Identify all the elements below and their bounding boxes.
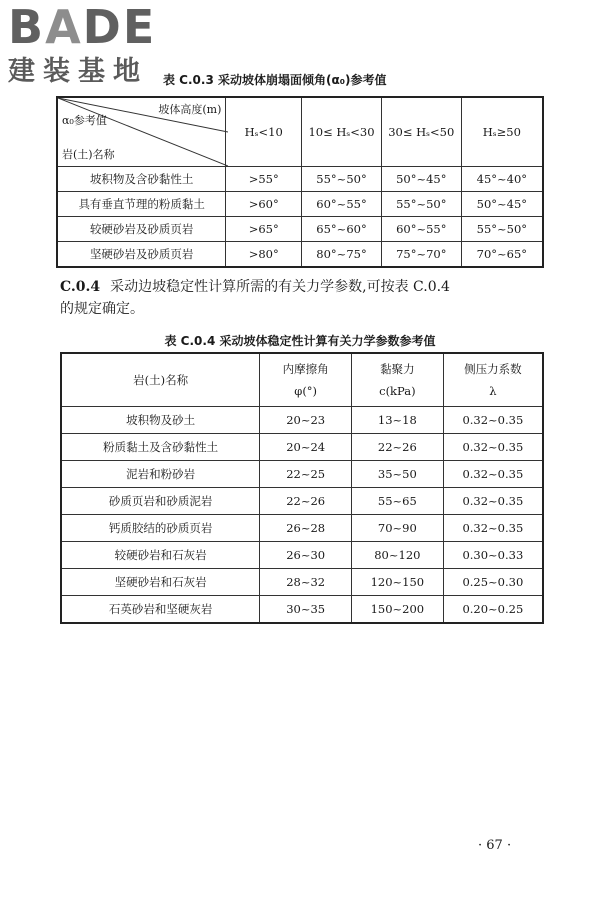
table-row	[57, 167, 543, 192]
table1-caption: 表 C.0.3 采动坡体崩塌面倾角(α₀)参考值	[163, 73, 387, 87]
cell: 70°~65°	[461, 242, 543, 268]
cell: 55°~50°	[381, 192, 461, 217]
cell: >80°	[226, 242, 302, 268]
cell-c: 22~26	[351, 434, 443, 461]
cell: 55°~50°	[461, 217, 543, 242]
col-header-h2: 10≤ Hₛ<30	[302, 97, 382, 167]
cell-phi: 20~23	[260, 407, 352, 434]
table-row	[61, 434, 543, 461]
logo-wordmark	[8, 0, 157, 54]
table-row	[61, 407, 543, 434]
cell-c: 70~90	[351, 515, 443, 542]
diag-label-alpha: α₀参考值	[62, 114, 107, 127]
logo-letter: B	[8, 0, 46, 54]
header-cohesion	[351, 353, 443, 407]
row-name: 坚硬砂岩和石灰岩	[61, 569, 260, 596]
header-lambda	[443, 353, 543, 407]
diag-label-height: 坡体高度(m)	[158, 103, 222, 116]
row-name: 砂质页岩和砂质泥岩	[61, 488, 260, 515]
cell-phi: 20~24	[260, 434, 352, 461]
paragraph-line-1	[60, 276, 560, 298]
table-row	[61, 596, 543, 624]
header-line: 内摩擦角	[282, 362, 329, 376]
col-header-h4: Hₛ≥50	[461, 97, 543, 167]
diag-label-name: 岩(土)名称	[62, 148, 115, 161]
cell-lambda: 0.32~0.35	[443, 488, 543, 515]
cell-lambda: 0.25~0.30	[443, 569, 543, 596]
header-line: 岩(土)名称	[133, 373, 189, 387]
cell: 50°~45°	[381, 167, 461, 192]
cell: 45°~40°	[461, 167, 543, 192]
diagonal-header-cell	[57, 97, 226, 167]
logo-accent-letter: A	[45, 0, 83, 54]
logo-letters: DE	[82, 0, 157, 54]
col-header-h1: Hₛ<10	[226, 97, 302, 167]
cell-phi: 22~25	[260, 461, 352, 488]
table-row	[61, 569, 543, 596]
row-name: 钙质胶结的砂质页岩	[61, 515, 260, 542]
cell: >55°	[226, 167, 302, 192]
row-name: 粉质黏土及含砂黏性土	[61, 434, 260, 461]
header-unit: λ	[489, 384, 497, 398]
cell-c: 80~120	[351, 542, 443, 569]
table-row	[61, 542, 543, 569]
row-name: 坚硬砂岩及砂质页岩	[57, 242, 226, 268]
row-name: 坡积物及砂土	[61, 407, 260, 434]
table1-header-row	[57, 97, 543, 167]
table-row	[57, 242, 543, 268]
cell-lambda: 0.32~0.35	[443, 461, 543, 488]
table2-header-row	[61, 353, 543, 407]
cell: 50°~45°	[461, 192, 543, 217]
cell-lambda: 0.20~0.25	[443, 596, 543, 624]
table-row	[57, 217, 543, 242]
row-name: 泥岩和粉砂岩	[61, 461, 260, 488]
cell-lambda: 0.32~0.35	[443, 515, 543, 542]
col-header-h3: 30≤ Hₛ<50	[381, 97, 461, 167]
paragraph-line-2: 的规定确定。	[60, 301, 144, 317]
cell-phi: 30~35	[260, 596, 352, 624]
cell: 65°~60°	[302, 217, 382, 242]
cell: 55°~50°	[302, 167, 382, 192]
row-name: 具有垂直节理的粉质黏土	[57, 192, 226, 217]
header-line: 侧压力系数	[464, 362, 522, 376]
cell-c: 13~18	[351, 407, 443, 434]
row-name: 较硬砂岩及砂质页岩	[57, 217, 226, 242]
slope-angle-table	[56, 96, 544, 268]
cell-c: 35~50	[351, 461, 443, 488]
cell-lambda: 0.32~0.35	[443, 407, 543, 434]
cell-c: 55~65	[351, 488, 443, 515]
row-name: 坡积物及含砂黏性土	[57, 167, 226, 192]
header-name	[61, 353, 260, 407]
cell-phi: 26~30	[260, 542, 352, 569]
header-line: 黏聚力	[380, 362, 415, 376]
paragraph-text-1: 采动边坡稳定性计算所需的有关力学参数,可按表 C.0.4	[110, 279, 450, 295]
row-name: 较硬砂岩和石灰岩	[61, 542, 260, 569]
cell-phi: 26~28	[260, 515, 352, 542]
cell-phi: 28~32	[260, 569, 352, 596]
logo-subtitle: 建装基地	[8, 56, 148, 87]
cell-c: 120~150	[351, 569, 443, 596]
table-row	[61, 515, 543, 542]
cell: >65°	[226, 217, 302, 242]
cell: >60°	[226, 192, 302, 217]
cell-lambda: 0.32~0.35	[443, 434, 543, 461]
cell-c: 150~200	[351, 596, 443, 624]
header-unit: φ(°)	[294, 384, 318, 398]
cell-phi: 22~26	[260, 488, 352, 515]
page-number: · 67 ·	[478, 838, 512, 853]
table-row	[61, 488, 543, 515]
row-name: 石英砂岩和坚硬灰岩	[61, 596, 260, 624]
table2-caption: 表 C.0.4 采动坡体稳定性计算有关力学参数参考值	[164, 334, 436, 348]
cell: 60°~55°	[302, 192, 382, 217]
clause-number: C.0.4	[60, 279, 101, 295]
cell: 80°~75°	[302, 242, 382, 268]
table-row	[57, 192, 543, 217]
table-row	[61, 461, 543, 488]
cell: 75°~70°	[381, 242, 461, 268]
cell-lambda: 0.30~0.33	[443, 542, 543, 569]
header-phi	[260, 353, 352, 407]
header-unit: c(kPa)	[379, 384, 416, 398]
mechanical-params-table	[60, 352, 544, 624]
cell: 60°~55°	[381, 217, 461, 242]
